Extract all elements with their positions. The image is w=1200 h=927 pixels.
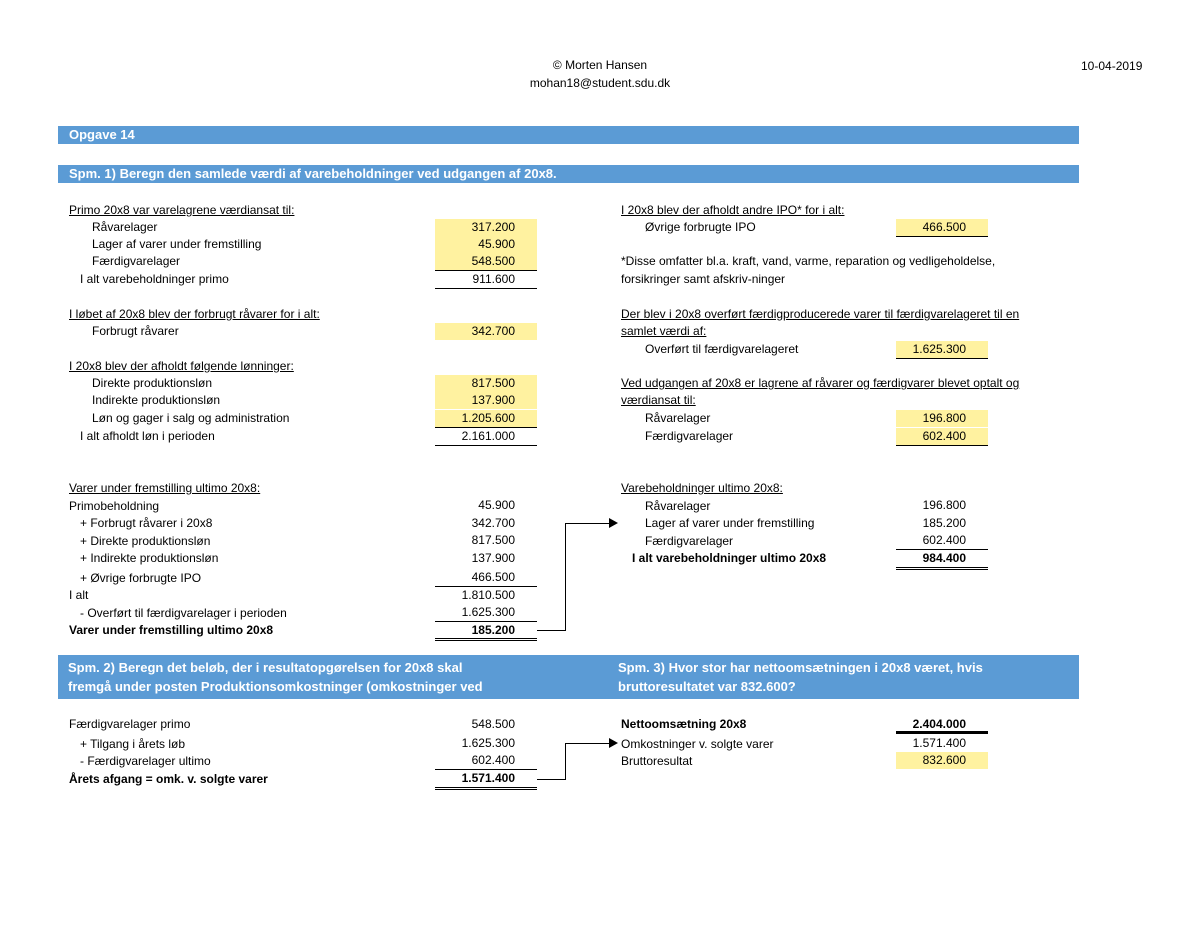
connector-line-2a [537, 779, 565, 780]
ultimo-given-heading-1: Ved udgangen af 20x8 er lagrene af råvarer og færdigvarer blevet optalt og [621, 376, 1020, 390]
primo-total-label: I alt varebeholdninger primo [80, 272, 229, 286]
loen-value-salg: 1.205.600 [435, 410, 537, 427]
forbrug-heading: I løbet af 20x8 blev der forbrugt råvarer for i alt: [69, 307, 320, 321]
arrowhead-1-icon [609, 518, 618, 528]
date: 10-04-2019 [1081, 59, 1143, 73]
ultimo-given-value-raavare: 196.800 [896, 410, 988, 427]
ipo-heading: I 20x8 blev der afholdt andre IPO* for i alt: [621, 203, 845, 217]
connector-line-1b [565, 523, 566, 631]
vb-ultimo-heading: Varebeholdninger ultimo 20x8: [621, 481, 783, 495]
connector-line-2b [565, 743, 566, 780]
forbrug-label: Forbrugt råvarer [92, 324, 179, 338]
ultimo-given-label-faerdig: Færdigvarelager [645, 429, 734, 443]
q3-row-value-1: 2.404.000 [896, 716, 988, 734]
overfort-label: Overført til færdigvarelageret [645, 342, 799, 356]
vuf-row-label-2: + Forbrugt råvarer i 20x8 [80, 516, 213, 530]
question-3 [608, 655, 1079, 699]
primo-value-vuf: 45.900 [435, 236, 537, 253]
q2-row-value-2: 1.625.300 [461, 736, 515, 750]
primo-total-value: 911.600 [435, 270, 537, 289]
loen-label-direkte: Direkte produktionsløn [92, 376, 213, 390]
vuf-row-label-7: - Overført til færdigvarelager i perioden [80, 606, 287, 620]
q2-row-value-1: 548.500 [471, 717, 515, 731]
loen-total-value: 2.161.000 [435, 427, 537, 446]
q2-total-label: Årets afgang = omk. v. solgte varer [69, 772, 268, 786]
q2-total-value: 1.571.400 [435, 770, 537, 790]
overfort-value: 1.625.300 [896, 341, 988, 359]
author: © Morten Hansen [552, 58, 648, 72]
q2-row-label-3: - Færdigvarelager ultimo [80, 754, 211, 768]
author-email: mohan18@student.sdu.dk [529, 76, 671, 90]
vuf-heading: Varer under fremstilling ultimo 20x8: [69, 481, 261, 495]
ipo-note-line1: *Disse omfatter bl.a. kraft, vand, varme, reparation og vedligeholdelse, [621, 254, 996, 268]
loen-heading: I 20x8 blev der afholdt følgende lønninger: [69, 359, 294, 373]
vuf-row-value-4: 137.900 [471, 551, 515, 565]
primo-value-raavare: 317.200 [435, 219, 537, 236]
q3-row-label-3: Bruttoresultat [621, 754, 693, 768]
primo-value-faerdig: 548.500 [435, 253, 537, 270]
loen-label-indirekte: Indirekte produktionsløn [92, 393, 221, 407]
question-2-line-1: Spm. 2) Beregn det beløb, der i resultatopgørelsen for 20x8 skal [68, 660, 463, 675]
vb-ultimo-total-label: I alt varebeholdninger ultimo 20x8 [632, 551, 827, 565]
ipo-value: 466.500 [896, 219, 988, 237]
vb-ultimo-value-faerdig: 602.400 [896, 532, 988, 550]
overfort-heading-2: samlet værdi af: [621, 324, 707, 338]
vb-ultimo-label-vuf: Lager af varer under fremstilling [645, 516, 815, 530]
q3-row-value-2: 1.571.400 [912, 736, 966, 750]
primo-label-vuf: Lager af varer under fremstilling [92, 237, 262, 251]
q2-row-label-1: Færdigvarelager primo [69, 717, 191, 731]
ultimo-given-value-faerdig: 602.400 [896, 428, 988, 446]
primo-label-faerdig: Færdigvarelager [92, 254, 181, 268]
vuf-row-value-7: 1.625.300 [461, 605, 515, 619]
overfort-heading-1: Der blev i 20x8 overført færdigproducerede varer til færdigvarelageret til en [621, 307, 1020, 321]
ultimo-given-label-raavare: Råvarelager [645, 411, 711, 425]
connector-line-1c [565, 523, 610, 524]
question-3-line-1: Spm. 3) Hvor stor har nettoomsætningen i 20x8 været, hvis [618, 660, 983, 675]
vuf-total-value: 185.200 [435, 621, 537, 641]
vb-ultimo-total-value: 984.400 [896, 550, 988, 570]
ultimo-given-heading-2: værdiansat til: [621, 393, 696, 407]
vb-ultimo-value-vuf: 185.200 [922, 516, 966, 530]
vb-ultimo-label-faerdig: Færdigvarelager [645, 534, 734, 548]
connector-line-1a [537, 630, 565, 631]
vuf-row-value-6: 1.810.500 [461, 588, 515, 602]
vuf-row-value-1: 45.900 [478, 498, 515, 512]
ipo-label: Øvrige forbrugte IPO [645, 220, 756, 234]
arrowhead-2-icon [609, 738, 618, 748]
q3-row-value-3: 832.600 [896, 752, 988, 769]
loen-label-salg: Løn og gager i salg og administration [92, 411, 290, 425]
question-3-line-2: bruttoresultatet var 832.600? [618, 679, 796, 694]
vuf-row-value-2: 342.700 [471, 516, 515, 530]
loen-value-indirekte: 137.900 [435, 392, 537, 409]
vuf-row-label-5: + Øvrige forbrugte IPO [80, 571, 202, 585]
vuf-row-label-6: I alt [69, 588, 89, 602]
loen-value-direkte: 817.500 [435, 375, 537, 392]
q3-row-label-1: Nettoomsætning 20x8 [621, 717, 747, 731]
vuf-total-label: Varer under fremstilling ultimo 20x8 [69, 623, 274, 637]
vb-ultimo-label-raavare: Råvarelager [645, 499, 711, 513]
q2-row-value-3: 602.400 [435, 752, 537, 770]
vuf-row-value-3: 817.500 [471, 533, 515, 547]
q3-row-label-2: Omkostninger v. solgte varer [621, 737, 774, 751]
question-1: Spm. 1) Beregn den samlede værdi af varebeholdninger ved udgangen af 20x8. [58, 165, 1079, 183]
ipo-note-line2: forsikringer samt afskriv-ninger [621, 272, 786, 286]
q2-row-label-2: + Tilgang i årets løb [80, 737, 186, 751]
loen-total-label: I alt afholdt løn i perioden [80, 429, 215, 443]
primo-label-raavare: Råvarelager [92, 220, 158, 234]
vb-ultimo-value-raavare: 196.800 [922, 498, 966, 512]
vuf-row-label-4: + Indirekte produktionsløn [80, 551, 219, 565]
primo-heading: Primo 20x8 var varelagrene værdiansat til: [69, 203, 295, 217]
vuf-row-value-5: 466.500 [435, 569, 537, 587]
title-band: Opgave 14 [58, 126, 1079, 144]
question-2-line-2: fremgå under posten Produktionsomkostninger (omkostninger ved [68, 679, 483, 694]
connector-line-2c [565, 743, 610, 744]
forbrug-value: 342.700 [435, 323, 537, 340]
question-2 [58, 655, 608, 699]
vuf-row-label-3: + Direkte produktionsløn [80, 534, 211, 548]
vuf-row-label-1: Primobeholdning [69, 499, 160, 513]
